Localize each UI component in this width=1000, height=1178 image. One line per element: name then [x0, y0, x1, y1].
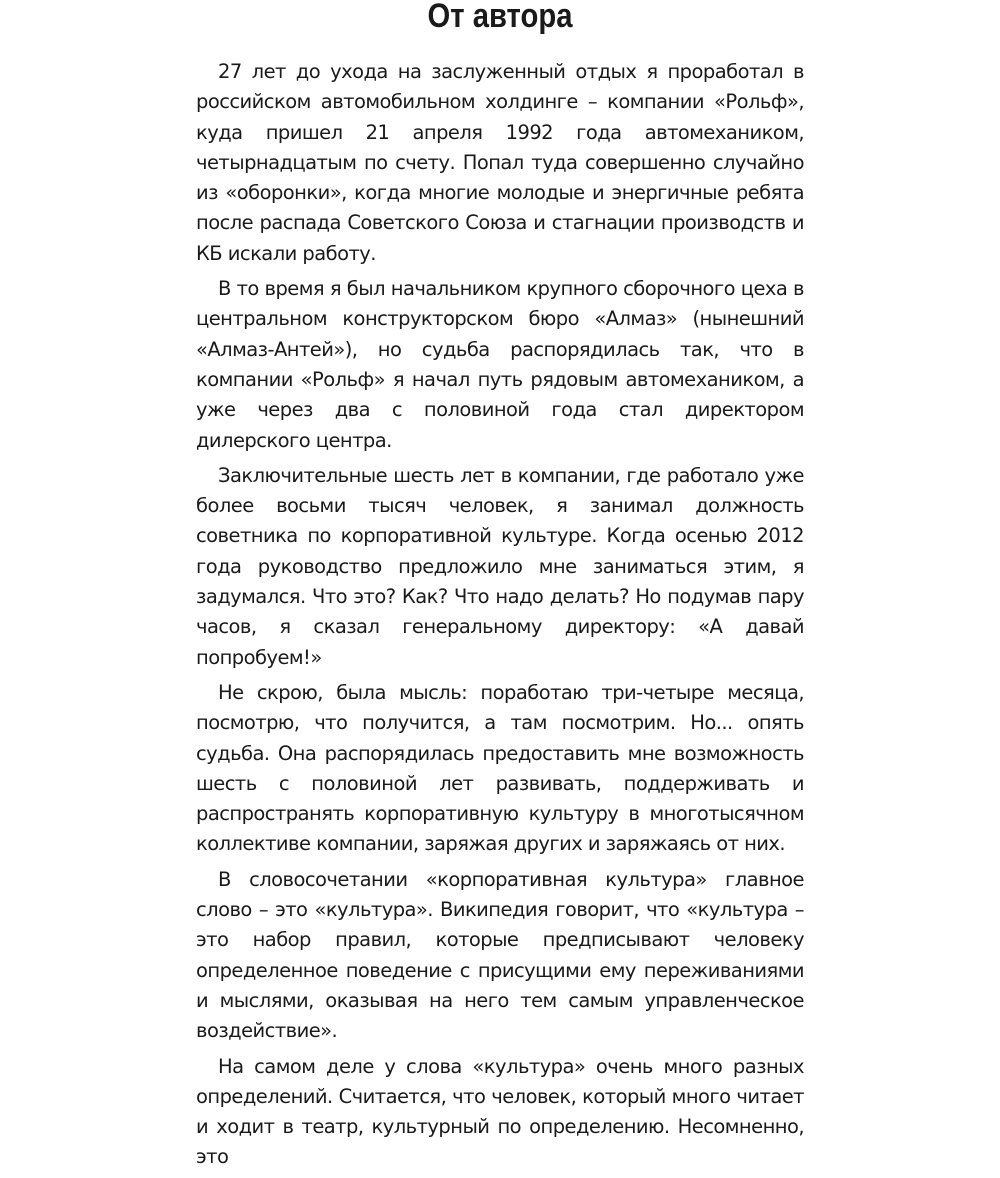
chapter-body — [196, 57, 804, 1178]
paragraph-1: 27 лет до ухода на заслуженный отдых я проработал в российском автомобильном холдинге – компании «Рольф», куда пришел 21 апреля 1992 года автомехаником, четырнадцатым по счету. Попал туда совершенно случайно из «оборонки», когда многие молодые и энергичные ребята после распада Советского Союза и стагнации производств и КБ искали работу. — [196, 60, 804, 265]
paragraph-2: В то время я был начальником крупного сборочного цеха в центральном конструкторском бюро «Алмаз» (нынешний «Алмаз-Антей»), но судьба распорядилась так, что в компании «Рольф» я начал путь рядовым автомехаником, а уже через два с половиной года стал директором дилерского центра. — [196, 277, 804, 452]
paragraph-4: Не скрою, была мысль: поработаю три-четыре месяца, посмотрю, что получится, а там посмотрим. Но... опять судьба. Она распорядилась предоставить мне возможность шесть с половиной лет развивать, поддерживать и распространять корпоративную культуру в многотысячном коллективе компании, заряжая других и заряжаясь от них. — [196, 680, 804, 856]
paragraph-6: На самом деле у слова «культура» очень много разных определений. Считается, что человек, который много читает и ходит в театр, культурный по определению. Несомненно, это — [196, 1054, 804, 1169]
paragraph-5: В словосочетании «корпоративная культура» главное слово – это «культура». Википедия говорит, что «культура – это набор правил, которые предписывают человеку определенное поведение с присущими ему переживаниями и мыслями, оказывая на него тем самым управленческое воздействие». — [196, 867, 804, 1043]
chapter-title: От автора — [427, 0, 573, 35]
paragraph-3: Заключительные шесть лет в компании, где работало уже более восьми тысяч человек, я занимал должность советника по корпоративной культуре. Когда осенью 2012 года руководство предложило мне заниматься этим, я задумался. Что это? Как? Что надо делать? Но подумав пару часов, я сказал генеральному директору: «А давай попробуем!» — [196, 463, 804, 669]
